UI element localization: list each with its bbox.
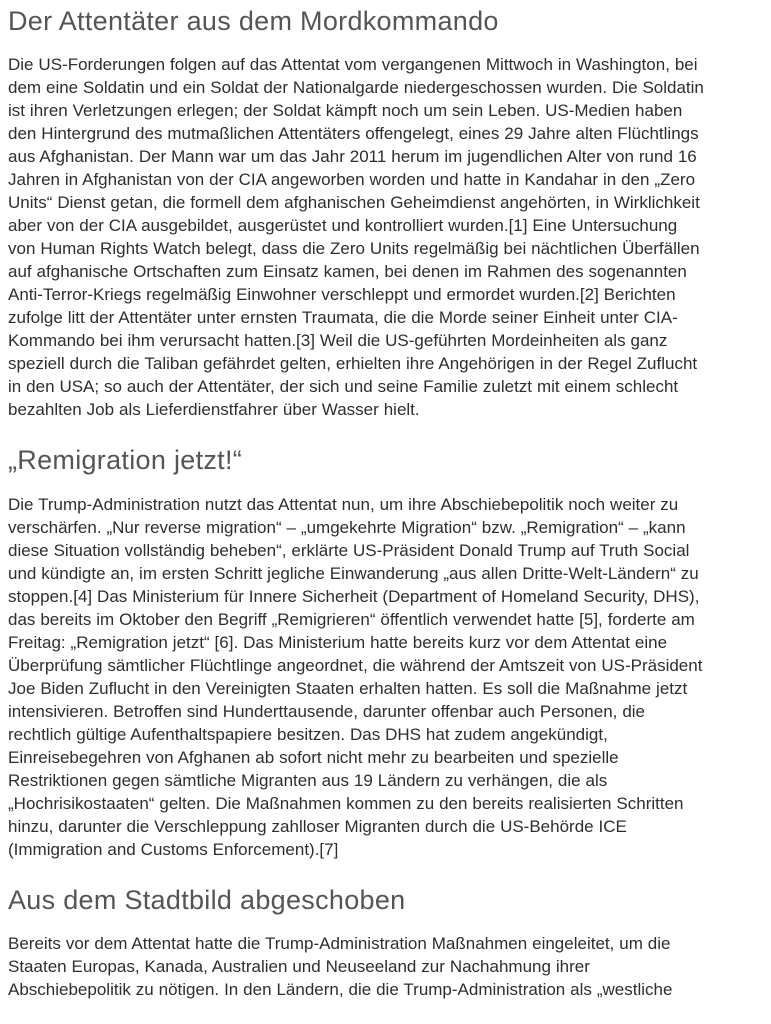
section-heading-remigration: „Remigration jetzt!“ — [8, 445, 243, 476]
section-paragraph-remigration: Die Trump-Administration nutzt das Attentat nun, um ihre Abschiebepolitik noch weiter zu verschärfen. „Nur reverse migration“ – „umgekehrte Migration“ bzw. „Remigration“ – „kann diese Situation vollständig beheben“, erklärte US-Präsident Donald Trump auf Truth Social und kündigte an, im ersten Schritt jegliche Einwanderung „aus allen Dritte-Welt-Ländern“ zu stoppen.[4] Das Ministerium für Innere Sicherheit (Department of Homeland Security, DHS), das bereits im Oktober den Begriff „Remigrieren“ öffentlich verwendet hatte [5], forderte am Freitag: „Remigration jetzt“ [6]. Das Ministerium hatte bereits kurz vor dem Attentat eine Überprüfung sämtlicher Flüchtlinge angeordnet, die während der Amtszeit von US-Präsident Joe Biden Zuflucht in den Vereinigten Staaten erhalten hatten. Es soll die Maßnahme jetzt intensivieren. Betroffen sind Hunderttausende, darunter offenbar auch Personen, die rechtlich gültige Aufenthaltspapiere besitzen. Das DHS hat zudem angekündigt, Einreisebegehren von Afghanen ab sofort nicht mehr zu bearbeiten und spezielle Restriktionen gegen sämtliche Migranten aus 19 Ländern zu verhängen, die als „Hochrisikostaaten“ gelten. Die Maßnahmen kommen zu den bereits realisierten Schritten hinzu, darunter die Verschleppung zahlloser Migranten durch die US-Behörde ICE (Immigration and Customs Enforcement).[7] — [8, 494, 703, 859]
section-heading-mordkommando: Der Attentäter aus dem Mordkommando — [8, 6, 499, 36]
section-heading-stadtbild: Aus dem Stadtbild abgeschoben — [8, 884, 406, 915]
section-paragraph-mordkommando: Die US-Forderungen folgen auf das Attentat vom vergangenen Mittwoch in Washington, bei dem eine Soldatin und ein Soldat der Nationalgarde niedergeschossen wurden. Die Soldatin ist ihren Verletzungen erlegen; der Soldat kämpft noch um sein Leben. US-Medien haben den Hintergrund des mutmaßlichen Attentäters offengelegt, eines 29 Jahre alten Flüchtlings aus Afghanistan. Der Mann war um das Jahr 2011 herum im jugendlichen Alter von rund 16 Jahren in Afghanistan von der CIA angeworben worden und hatte in Kandahar in den „Zero Units“ Dienst getan, die formell dem afghanischen Geheimdienst angehörten, in Wirklichkeit aber von der CIA ausgebildet, ausgerüstet und kontrolliert wurden.[1] Eine Untersuchung von Human Rights Watch belegt, dass die Zero Units regelmäßig bei nächtlichen Überfällen auf afghanische Ortschaften zum Einsatz kamen, bei denen im Rahmen des sogenannten Anti-Terror-Kriegs regelmäßig Einwohner verschleppt und ermordet wurden.[2] Berichten zufolge litt der Attentäter unter ernsten Traumata, die die Morde seiner Einheit unter CIA-Kommando bei ihm verursacht hatten.[3] Weil die US-geführten Mordeinheiten als ganz speziell durch die Taliban gefährdet gelten, erhielten ihre Angehörigen in der Regel Zuflucht in den USA; so auch der Attentäter, der sich und seine Familie zuletzt mit einem schlecht bezahlten Job als Lieferdienstfahrer über Wasser hielt. — [8, 55, 704, 420]
section-paragraph-stadtbild: Bereits vor dem Attentat hatte die Trump-Administration Maßnahmen eingeleitet, um die Staaten Europas, Kanada, Australien und Neuseeland zur Nachahmung ihrer Abschiebepolitik zu nötigen. In den Ländern, die die Trump-Administration als „westliche — [8, 934, 673, 1000]
